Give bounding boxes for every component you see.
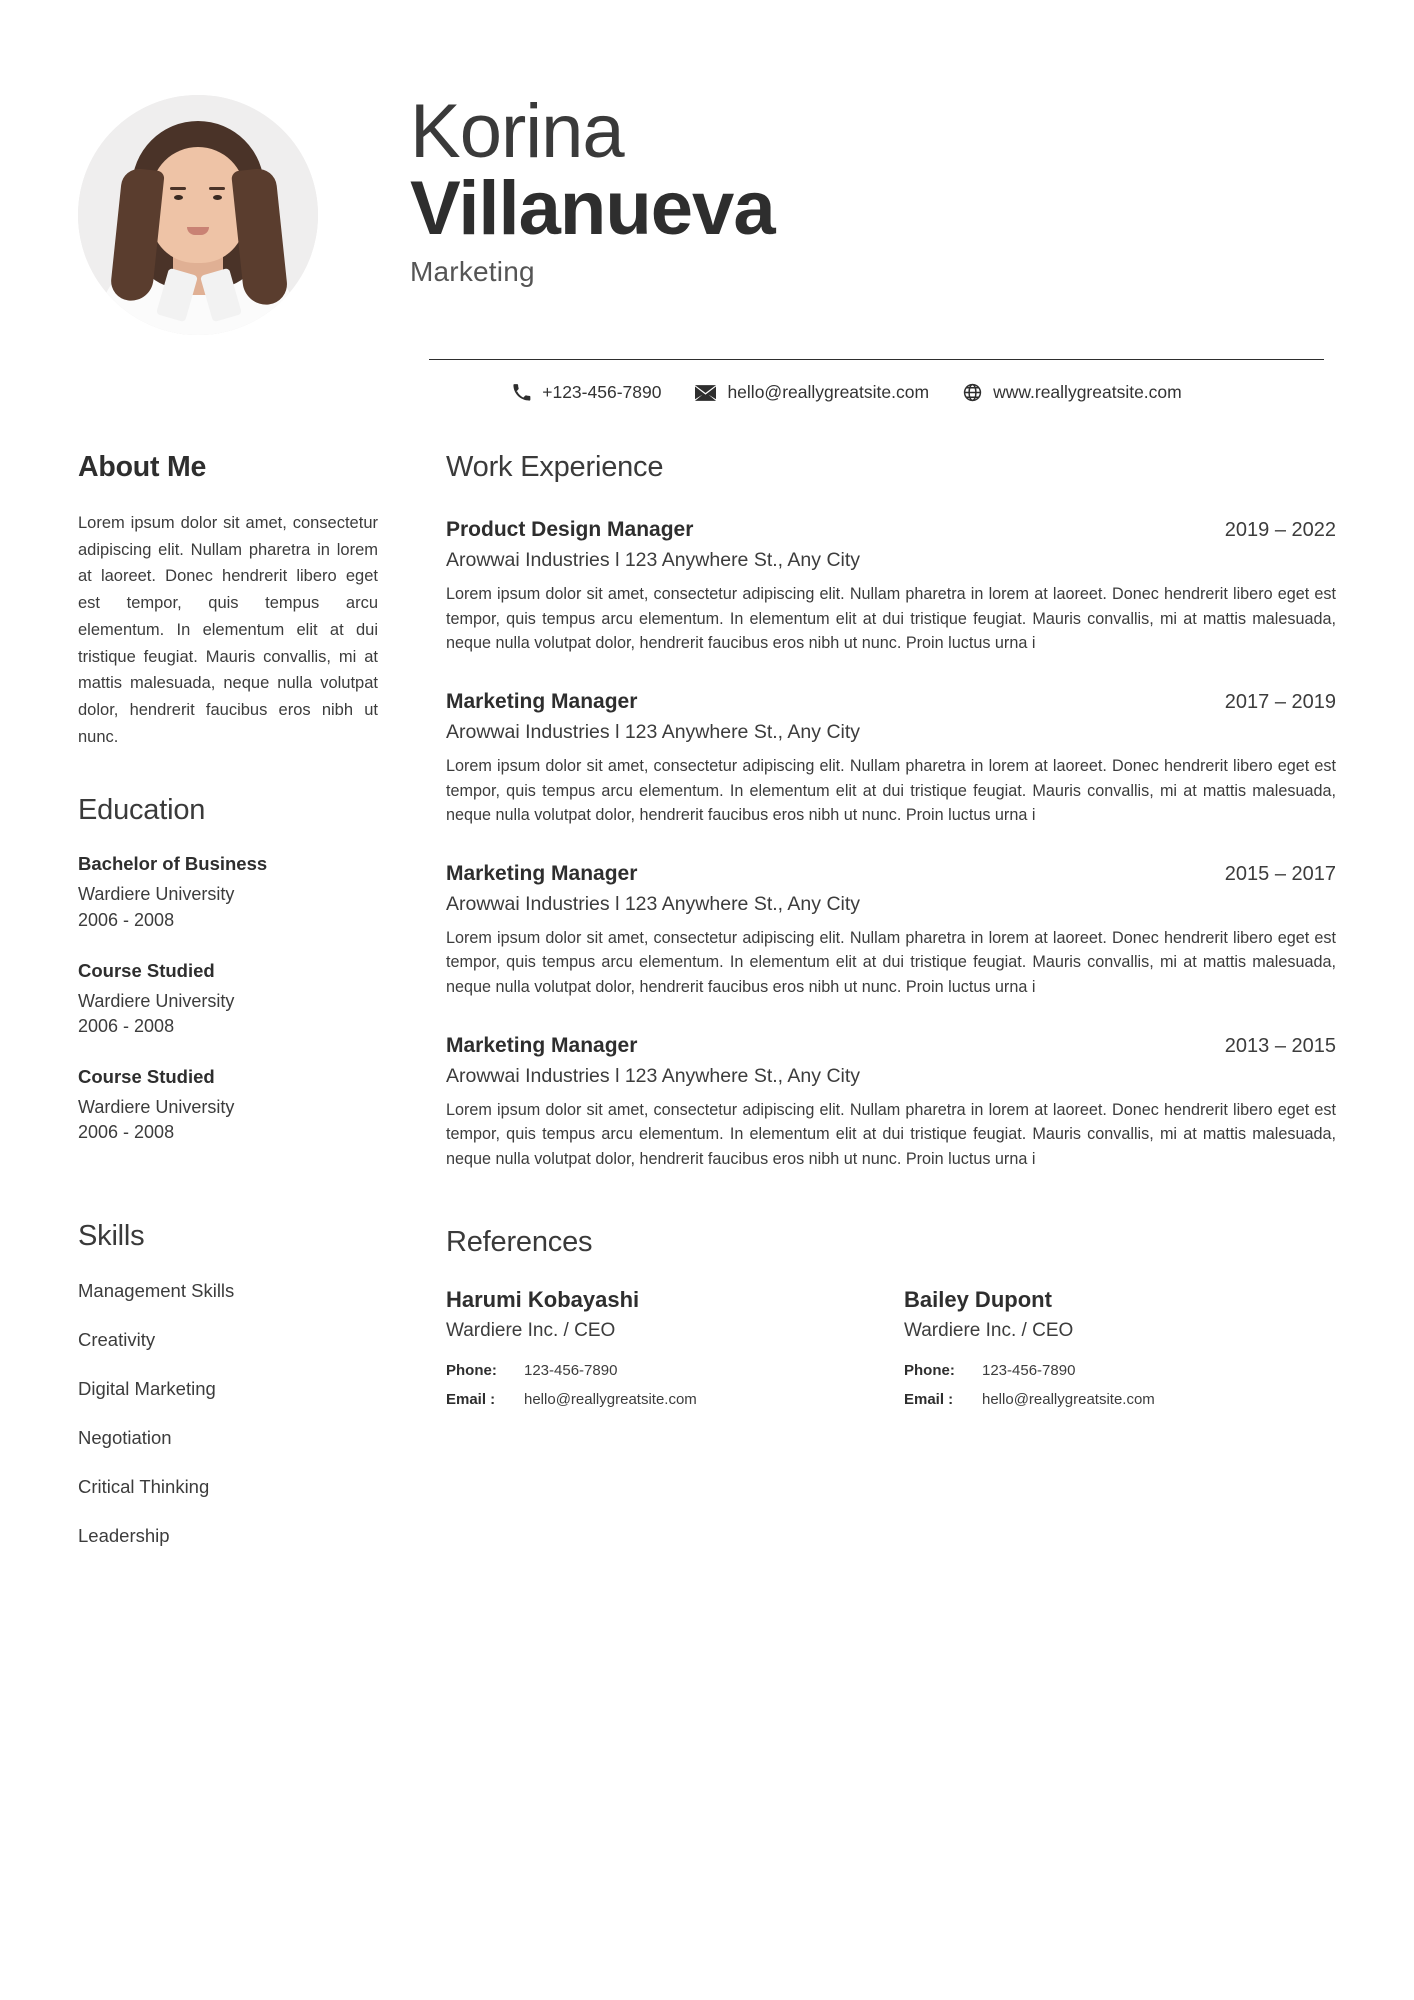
work-experience-item (446, 690, 1336, 828)
reference-contact (904, 1356, 1336, 1415)
references-grid (446, 1287, 1336, 1415)
name-block (378, 89, 1414, 288)
about-me-text: Lorem ipsum dolor sit amet, consectetur adipiscing elit. Nullam pharetra in lorem at laoreet. Donec hendrerit libero eget est tempor, quis tempus arcu elementum. In elementum elit at dui tristique feugiat. Mauris convallis, mi at mattis malesuada, neque nulla volutpat dolor, hendrerit faucibus eros nibh ut nunc. (78, 514, 378, 746)
work-experience-heading: Work Experience (446, 451, 664, 483)
skill-list-item: Critical Thinking (78, 1475, 210, 1497)
education-school: Wardiere University (78, 1096, 235, 1117)
resume-body (0, 451, 1414, 1547)
job-dates: 2019 – 2022 (1224, 519, 1336, 541)
references-heading: References (446, 1225, 593, 1258)
skill-list-item: Management Skills (78, 1279, 235, 1301)
job-header (446, 518, 1336, 542)
job-title: Marketing Manager (446, 861, 638, 885)
skill-list-item: Leadership (78, 1524, 170, 1546)
reference-email-value: hello@reallygreatsite.com (524, 1390, 697, 1408)
profile-photo (78, 95, 318, 335)
skill-list-item: Digital Marketing (78, 1377, 216, 1399)
reference-name: Harumi Kobayashi (446, 1286, 640, 1312)
reference-item (878, 1287, 1336, 1415)
education-degree: Course Studied (78, 1065, 215, 1087)
reference-role: Wardiere Inc. / CEO (446, 1319, 616, 1341)
job-header (446, 862, 1336, 886)
contact-email[interactable] (695, 382, 929, 403)
reference-phone-label: Phone: (446, 1361, 497, 1379)
photo-eye-right (213, 195, 222, 200)
job-title: Marketing Manager (446, 689, 638, 713)
education-years: 2006 - 2008 (78, 910, 175, 931)
education-years: 2006 - 2008 (78, 1122, 175, 1143)
reference-item (446, 1287, 878, 1415)
job-description: Lorem ipsum dolor sit amet, consectetur adipiscing elit. Nullam pharetra in lorem at laoreet. Donec hendrerit libero eget est tempor, quis tempus arcu elementum. In elementum elit at dui tristique feugiat. Mauris convallis, mi at mattis malesuada, neque nulla volutpat dolor, hendrerit faucibus eros nibh ut nunc. Proin luctus urna i (446, 756, 1336, 825)
job-company: Arowwai Industries l 123 Anywhere St., Any City (446, 892, 861, 915)
job-role-subtitle: Marketing (410, 256, 535, 288)
reference-email-label: Email : (446, 1390, 496, 1408)
job-description: Lorem ipsum dolor sit amet, consectetur adipiscing elit. Nullam pharetra in lorem at laoreet. Donec hendrerit libero eget est tempor, quis tempus arcu elementum. In elementum elit at dui tristique feugiat. Mauris convallis, mi at mattis malesuada, neque nulla volutpat dolor, hendrerit faucibus eros nibh ut nunc. Proin luctus urna i (446, 585, 1336, 653)
reference-phone-row (904, 1356, 1336, 1385)
reference-name: Bailey Dupont (904, 1286, 1052, 1312)
job-dates: 2015 – 2017 (1224, 862, 1336, 885)
phone-icon (512, 383, 531, 402)
job-company: Arowwai Industries l 123 Anywhere St., Any City (446, 549, 861, 571)
photo-eyebrow-left (170, 187, 186, 190)
contact-phone[interactable] (512, 382, 661, 403)
skill-list-item: Creativity (78, 1328, 156, 1350)
reference-phone-value: 123-456-7890 (524, 1361, 618, 1379)
photo-eyebrow-right (209, 187, 225, 190)
reference-email-row (446, 1385, 878, 1414)
education-item (78, 960, 378, 1040)
education-school: Wardiere University (78, 884, 235, 905)
education-degree: Bachelor of Business (78, 853, 268, 875)
photo-eye-left (174, 195, 183, 200)
reference-contact (446, 1356, 878, 1415)
first-name: Korina (410, 89, 624, 174)
skills-heading: Skills (78, 1219, 145, 1252)
main-column (446, 451, 1336, 1547)
reference-email-row (904, 1385, 1336, 1414)
job-description: Lorem ipsum dolor sit amet, consectetur adipiscing elit. Nullam pharetra in lorem at laoreet. Donec hendrerit libero eget est tempor, quis tempus arcu elementum. In elementum elit at dui tristique feugiat. Mauris convallis, mi at mattis malesuada, neque nulla volutpat dolor, hendrerit faucibus eros nibh ut nunc. Proin luctus urna i (446, 928, 1336, 996)
contact-website[interactable] (963, 382, 1182, 403)
job-dates: 2017 – 2019 (1224, 690, 1336, 713)
education-school: Wardiere University (78, 990, 235, 1011)
sidebar-column (78, 451, 378, 1547)
education-item (78, 853, 378, 933)
photo-face (151, 147, 245, 263)
skill-list-item: Negotiation (78, 1426, 172, 1448)
reference-email-value: hello@reallygreatsite.com (982, 1390, 1155, 1408)
photo-container (78, 95, 378, 335)
education-degree: Course Studied (78, 959, 215, 981)
reference-phone-label: Phone: (904, 1361, 955, 1379)
reference-email-label: Email : (904, 1390, 954, 1408)
email-address: hello@reallygreatsite.com (727, 382, 930, 402)
resume-header (0, 0, 1414, 335)
last-name: Villanueva (410, 166, 775, 252)
contact-bar (0, 382, 1414, 403)
education-heading: Education (78, 794, 206, 827)
globe-icon (963, 383, 982, 402)
job-company: Arowwai Industries l 123 Anywhere St., Any City (446, 1064, 861, 1087)
work-experience-item (446, 1034, 1336, 1172)
education-item (78, 1066, 378, 1146)
job-company: Arowwai Industries l 123 Anywhere St., Any City (446, 720, 861, 743)
education-years: 2006 - 2008 (78, 1016, 175, 1037)
reference-role: Wardiere Inc. / CEO (904, 1319, 1074, 1341)
about-me-heading: About Me (78, 451, 207, 483)
header-divider (429, 359, 1324, 360)
job-title: Marketing Manager (446, 1033, 638, 1057)
job-header (446, 690, 1336, 714)
envelope-icon (695, 385, 716, 401)
work-experience-item (446, 862, 1336, 1000)
reference-phone-value: 123-456-7890 (982, 1361, 1076, 1379)
website-url: www.reallygreatsite.com (993, 382, 1182, 402)
job-description: Lorem ipsum dolor sit amet, consectetur adipiscing elit. Nullam pharetra in lorem at laoreet. Donec hendrerit libero eget est tempor, quis tempus arcu elementum. In elementum elit at dui tristique feugiat. Mauris convallis, mi at mattis malesuada, neque nulla volutpat dolor, hendrerit faucibus eros nibh ut nunc. Proin luctus urna i (446, 1100, 1336, 1168)
job-dates: 2013 – 2015 (1224, 1034, 1336, 1057)
job-header (446, 1034, 1336, 1058)
reference-phone-row (446, 1356, 878, 1385)
job-title: Product Design Manager (446, 518, 694, 541)
phone-number: +123-456-7890 (542, 382, 662, 402)
column-spacer (378, 451, 446, 1547)
work-experience-item (446, 518, 1336, 656)
